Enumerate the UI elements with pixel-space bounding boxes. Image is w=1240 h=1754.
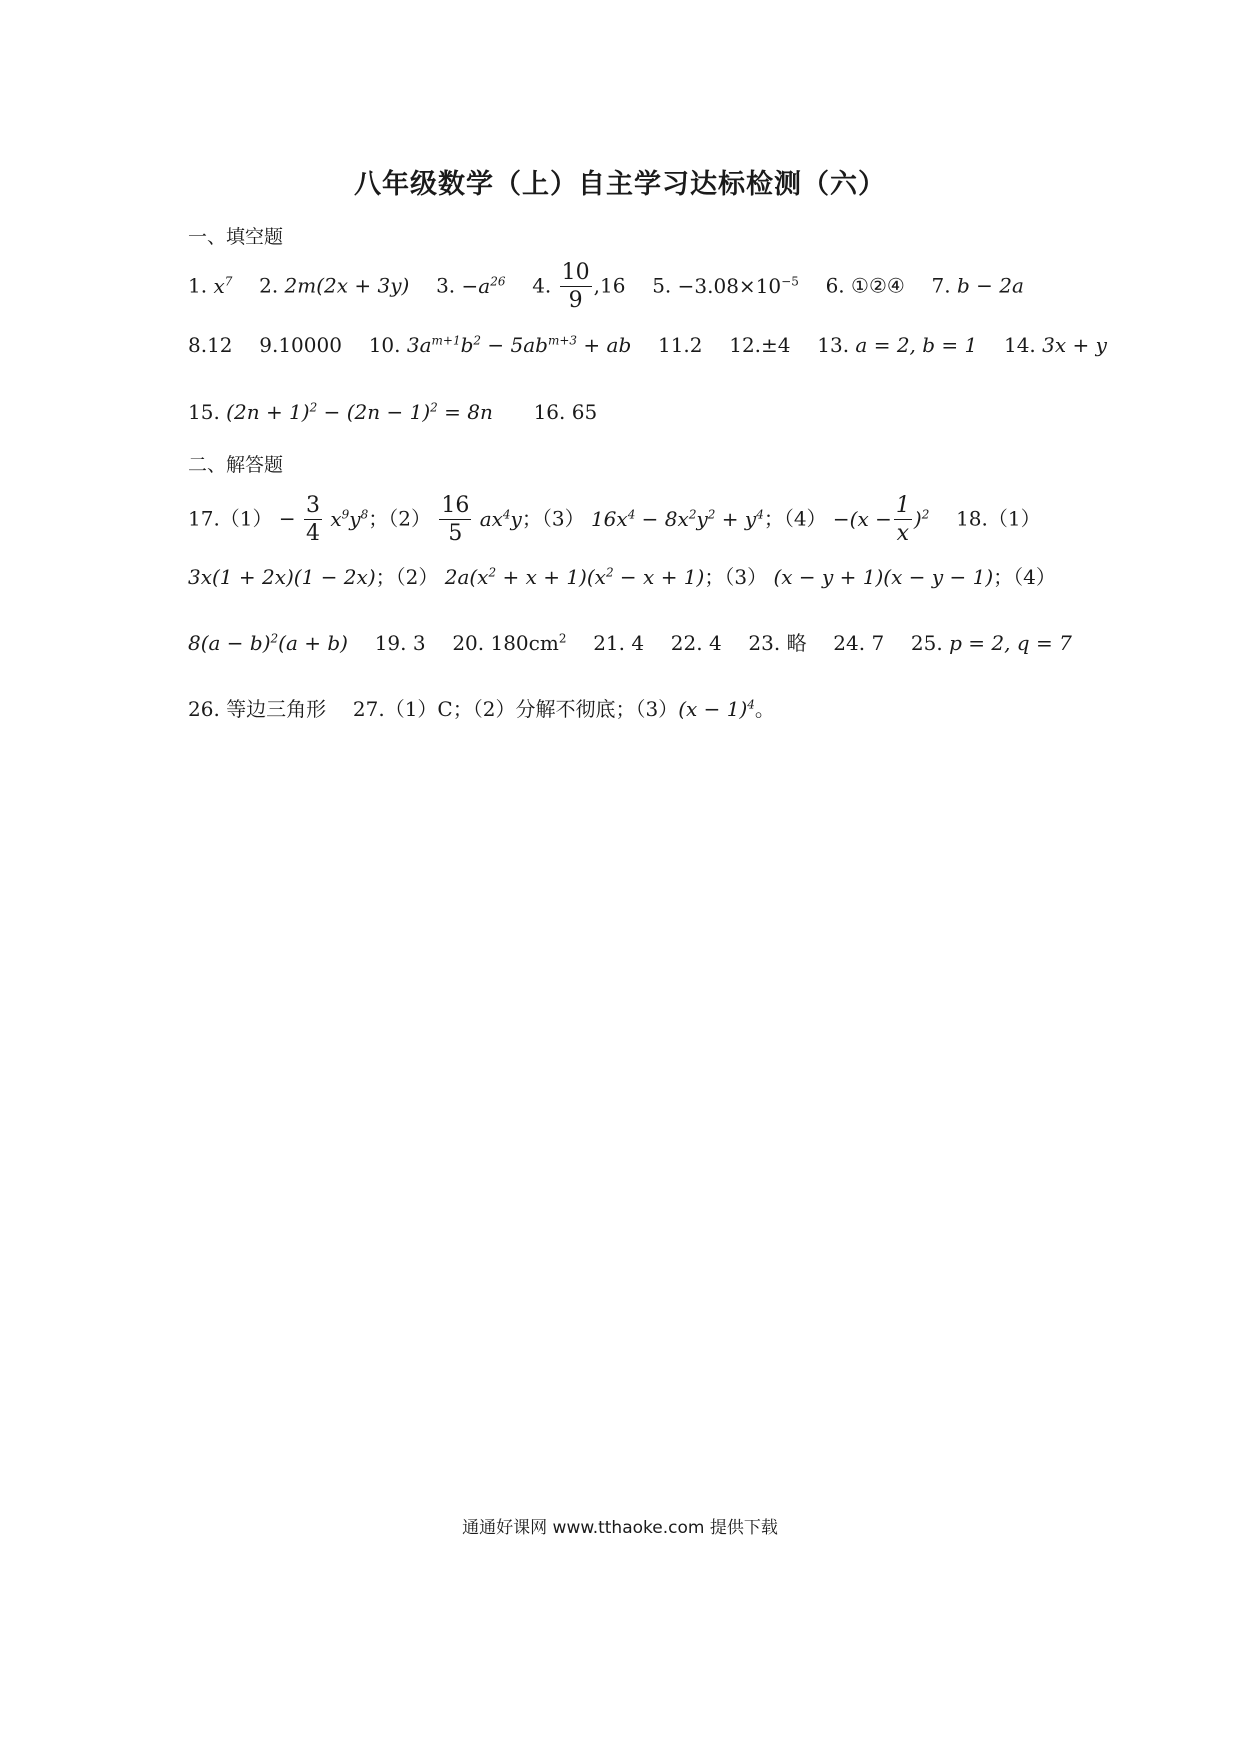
q18-4-label: ；（4） (993, 565, 1056, 589)
q25-label: 25. (910, 631, 943, 655)
q24-answer: 24. 7 (833, 631, 885, 655)
q15-answer: $(2n + 1)^2 - (2n - 1)^2 = 8n$ (226, 400, 493, 424)
q18-1-answer: 3x(1 + 2x)(1 − 2x) (188, 565, 376, 589)
q6-label: 6. (825, 273, 845, 298)
q27-label: 27.（1）C；（2）分解不彻底；（3） (352, 697, 679, 721)
q20-answer: $180cm^2$ (490, 631, 567, 655)
q18-label: 18.（1） (956, 506, 1041, 531)
q15-label: 15. (188, 400, 220, 424)
q6-answer: ①②④ (851, 273, 905, 298)
q17-2-fraction: $\frac{16}{5}$ (441, 493, 470, 546)
q4-fraction: $\frac{10}{9}$ (561, 260, 590, 313)
q3-answer: $-a^{26}$ (461, 273, 506, 298)
q17-2-term: $ax^4y$ (479, 506, 522, 531)
answer-line-3 (188, 397, 1068, 427)
q18-3-label: ；（3） (704, 565, 768, 589)
q12-answer: 12.±4 (729, 333, 791, 357)
q2-answer: 2m(2x + 3y) (284, 273, 410, 298)
q14-label: 14. (1003, 333, 1036, 357)
q7-answer: b − 2a (956, 273, 1024, 298)
q10-answer: $3a^{m+1}b^2 - 5ab^{m+3}$ + ab (406, 333, 632, 357)
q20-label: 20. (452, 631, 485, 655)
q17-label: 17.（1） (188, 506, 273, 531)
q17-3-label: ；（3） (521, 506, 585, 531)
section-solutions: 二、解答题 (188, 454, 284, 476)
q13-label: 13. (817, 333, 850, 357)
q17-1-sign: − (278, 506, 296, 531)
q14-answer: 3x + y (1042, 333, 1107, 357)
q10-label: 10. (368, 333, 401, 357)
q21-answer: 21. 4 (593, 631, 645, 655)
answer-line-4 (188, 495, 1068, 545)
page-title: 八年级数学（上）自主学习达标检测（六） (354, 169, 886, 200)
footer-credit: 通通好课网 www.tthaoke.com 提供下载 (462, 1518, 778, 1538)
q9-answer: 9.10000 (259, 333, 342, 357)
q19-answer: 19. 3 (374, 631, 426, 655)
q7-label: 7. (931, 273, 951, 298)
q17-1-term: $x^9y^8$ (330, 506, 369, 531)
q18-2-answer: $2a(x^2 + x + 1)(x^2 - x + 1)$ (444, 565, 705, 589)
q17-2-label: ；（2） (368, 506, 431, 531)
q17-3-answer: $16x^4 - 8x^2y^2 + y^4$ (590, 506, 764, 531)
q17-4-label: ；（4） (763, 506, 827, 531)
q11-answer: 11.2 (657, 333, 703, 357)
q17-1-fraction: $\frac{3}{4}$ (306, 493, 321, 546)
q5-label: 5. (652, 273, 672, 298)
answer-line-6 (188, 628, 1072, 658)
q4-label: 4. (532, 273, 552, 298)
q17-4-answer: −(x − $\frac{1}{x}$ )$^2$ (832, 493, 930, 546)
q13-answer: a = 2, b = 1 (855, 333, 978, 357)
q26-answer: 26. 等边三角形 (188, 697, 327, 721)
q2-label: 2. (259, 273, 279, 298)
q27-answer: $(x - 1)^4$ (678, 697, 755, 721)
section-fill-in-blank: 一、填空题 (188, 226, 284, 248)
q18-2-label: ；（2） (375, 565, 439, 589)
q1-answer: $x^7$ (213, 273, 233, 298)
q16-answer: 16. 65 (533, 400, 598, 424)
q1-label: 1. (188, 273, 208, 298)
answer-line-5 (188, 562, 1068, 592)
q27-end: 。 (754, 697, 775, 721)
q22-answer: 22. 4 (670, 631, 722, 655)
q18-3-answer: (x − y + 1)(x − y − 1) (773, 565, 994, 589)
answer-line-2 (188, 330, 1107, 360)
q4-tail: ,16 (593, 273, 626, 298)
answer-line-1 (188, 262, 1068, 312)
q3-label: 3. (436, 273, 456, 298)
answer-line-7 (188, 694, 1068, 724)
q8-answer: 8.12 (188, 333, 233, 357)
q25-answer: p = 2, q = 7 (949, 631, 1072, 655)
q23-answer: 23. 略 (748, 631, 807, 655)
q5-answer: $-3.08\times 10^{-5}$ (677, 273, 799, 298)
q18-4-answer: $8(a - b)^2(a + b)$ (188, 631, 348, 655)
